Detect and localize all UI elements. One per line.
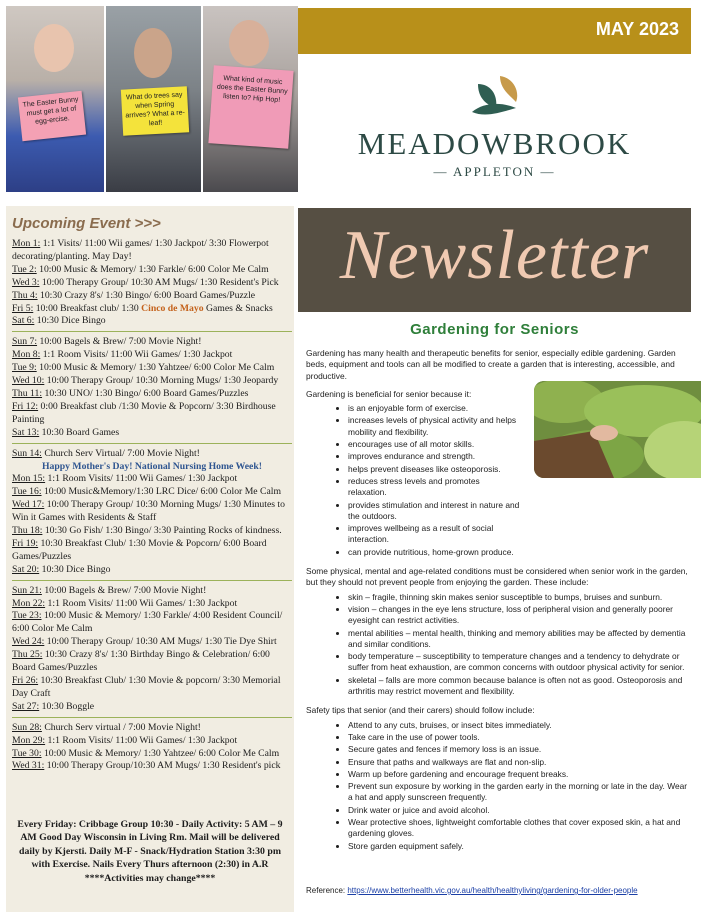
conditions-intro: Some physical, mental and age-related conditions must be considered when senior work in the garden, but they should not prevent people from enjoying the garden. These include: — [306, 566, 688, 588]
schedule-day — [12, 401, 292, 427]
resident-photo-1 — [6, 6, 104, 192]
day-label: Wed 3: — [12, 276, 40, 288]
day-activities: 10:30 Breakfast Club/ 1:30 Movie & popcorn/ 3:30 Memorial Day Craft — [12, 675, 281, 699]
day-activities: 10:00 Music & Memory/ 1:30 Yahtzee/ 6:00 Color Me Calm — [41, 747, 280, 759]
day-activities: 10:00 Breakfast club/ 1:30 — [33, 302, 142, 314]
reference-label: Reference: — [306, 886, 348, 895]
safety-tip-item: • Attend to any cuts, bruises, or insect bites immediately. — [348, 720, 690, 731]
day-label: Tue 2: — [12, 263, 37, 275]
article-title: Gardening for Seniors — [410, 321, 579, 338]
schedule-day — [12, 760, 292, 773]
schedule-day — [12, 427, 292, 440]
resident-photo-2 — [106, 6, 201, 192]
day-activities: 1:1 Visits/ 11:00 Wii games/ 1:30 Jackpot/ 3:30 Flowerpot decorating/planting. May Day! — [12, 238, 269, 262]
month-band — [298, 8, 691, 54]
schedule-day — [12, 277, 292, 290]
issue-month: MAY 2023 — [595, 19, 679, 39]
upcoming-events-panel — [6, 206, 294, 912]
safety-list — [306, 720, 690, 852]
schedule-week5 — [12, 722, 292, 777]
newsletter-title: Newsletter — [339, 217, 650, 294]
day-activities: 10:30 Dice Bingo — [34, 315, 106, 327]
schedule-day — [12, 585, 292, 598]
day-label: Sun 21: — [12, 584, 42, 596]
article-body — [306, 348, 690, 860]
condition-item: • skin – fragile, thinning skin makes senior susceptible to bumps, bruises and sunburn. — [348, 592, 690, 603]
day-activities: 10:00 Therapy Group/ 10:30 AM Mugs/ 1:30 Tie Dye Shirt — [44, 636, 277, 648]
day-label: Tue 16: — [12, 486, 42, 498]
day-activities: 10:30 Boggle — [39, 700, 95, 712]
day-label: Wed 31: — [12, 760, 45, 772]
schedule-week1 — [12, 238, 292, 332]
day-activities: 10:30 Dice Bingo — [39, 563, 111, 575]
benefit-item: • can provide nutritious, home-grown produce. — [348, 547, 520, 558]
schedule-day — [12, 336, 292, 349]
schedule-day — [12, 264, 292, 277]
day-label: Tue 9: — [12, 362, 37, 374]
day-label: Fri 5: — [12, 302, 34, 314]
day-label: Fri 26: — [12, 675, 39, 686]
day-activities: 1:1 Room Visits/ 11:00 Wii Games/ 1:30 Jackpot — [40, 349, 233, 361]
photo-sign-3: What kind of music does the Easter Bunny listen to? Hip Hop! — [208, 65, 293, 148]
day-activities: 10:00 Bagels & Brew/ 7:00 Movie Night! — [41, 584, 207, 596]
day-label: Thu 18: — [12, 525, 43, 537]
day-activities: 10:00 Therapy Group/ 10:30 Morning Mugs/ 1:30 Minutes to Win it Games with Residents & Staff — [12, 499, 285, 524]
day-activities: 1:1 Room Visits/ 11:00 Wii Games/ 1:30 Jackpot — [45, 597, 238, 609]
day-activities: 0:00 Breakfast club /1:30 Movie & Popcorn/ 3:30 Birdhouse Painting — [12, 400, 276, 425]
day-activities: 10:30 Board Games — [39, 426, 120, 438]
schedule-day — [12, 375, 292, 388]
day-activities: 10:30 Crazy 8's/ 1:30 Bingo/ 6:00 Board Games/Puzzle — [37, 289, 256, 301]
day-activities: 10:30 Go Fish/ 1:30 Bingo/ 3:30 Painting Rocks of kindness. — [42, 525, 282, 537]
benefit-item: • reduces stress levels and promotes relaxation. — [348, 476, 520, 499]
benefit-item: • improves endurance and strength. — [348, 451, 520, 462]
safety-tip-item: • Wear protective shoes, lightweight comfortable clothes that cover exposed skin, a hat and gardening gloves. — [348, 817, 690, 840]
schedule-day — [12, 610, 292, 636]
condition-item: • vision – changes in the eye lens structure, loss of peripheral vision and generally poorer eyesight can restrict activities. — [348, 604, 690, 627]
safety-tip-item: • Prevent sun exposure by working in the garden early in the morning or late in the day. Wear a hat and apply sunscreen frequently. — [348, 781, 690, 804]
schedule-day — [12, 448, 292, 461]
condition-item: • mental abilities – mental health, thinking and memory abilities may be affected by dementia and similar conditions. — [348, 628, 690, 651]
day-label: Tue 30: — [12, 747, 42, 759]
leaf-logo-icon — [470, 72, 522, 128]
day-label: Mon 29: — [12, 734, 46, 746]
day-activities: Church Serv virtual / 7:00 Movie Night! — [41, 721, 201, 733]
schedule-day — [12, 538, 292, 564]
day-activities-cont: Games & Snacks — [203, 302, 273, 314]
day-label: Wed 10: — [12, 375, 45, 387]
condition-item: • body temperature – susceptibility to temperature changes and a tendency to dehydrate or suffer from heat exhaustion, are common concerns with outdoor physical activity for senior. — [348, 651, 690, 674]
day-label: Sat 27: — [12, 700, 40, 712]
benefits-intro: Gardening is beneficial for senior because it: — [306, 388, 472, 399]
day-activities: 10:00 Bagels & Brew/ 7:00 Movie Night! — [37, 336, 202, 348]
day-activities: 1:1 Room Visits/ 11:00 Wii Games/ 1:30 Jackpot — [45, 473, 238, 485]
day-label: Sun 7: — [12, 336, 38, 348]
safety-tip-item: • Store garden equipment safely. — [348, 841, 690, 852]
resident-photo-3 — [203, 6, 298, 192]
schedule-day — [12, 564, 292, 577]
day-activities: 10:00 Music & Memory/ 1:30 Farkle/ 6:00 Color Me Calm — [36, 263, 269, 275]
conditions-list — [306, 592, 690, 698]
day-activities: 10:00 Therapy Group/10:30 AM Mugs/ 1:30 Resident's pick — [44, 760, 281, 772]
upcoming-events-title: Upcoming Event >>> — [12, 215, 161, 232]
schedule-day — [12, 636, 292, 649]
safety-tip-item: • Ensure that paths and walkways are flat and non-slip. — [348, 757, 690, 768]
benefit-item: • increases levels of physical activity and helps mobility and flexibility. — [348, 415, 520, 438]
schedule-day — [12, 735, 292, 748]
day-label: Mon 15: — [12, 473, 46, 485]
condition-item: • skeletal – falls are more common because balance is often not as good. Osteoporosis and arthritis may restrict movement and flexibility. — [348, 675, 690, 698]
schedule-day — [12, 486, 292, 499]
day-activities: Church Serv Virtual/ 7:00 Movie Night! — [41, 447, 200, 459]
day-label: Mon 8: — [12, 349, 41, 361]
article-intro: Gardening has many health and therapeutic benefits for senior, especially edible gardening. Garden beds, equipment and tools can all be modified to create a garden that is interesting, accessible, and productive. — [306, 348, 676, 381]
day-label: Fri 19: — [12, 537, 39, 549]
safety-tip-item: • Warm up before gardening and encourage frequent breaks. — [348, 769, 690, 780]
newsletter-banner — [298, 208, 691, 312]
day-label: Thu 4: — [12, 289, 38, 301]
day-activities: 10:30 Breakfast Club/ 1:30 Movie & Popcorn/ 6:00 Board Games/Puzzles — [12, 537, 267, 562]
schedule-day — [12, 290, 292, 303]
day-label: Sat 20: — [12, 563, 40, 575]
benefit-item: • improves wellbeing as a result of social interaction. — [348, 523, 520, 546]
brand-name: MEADOWBROOK — [357, 126, 632, 161]
day-label: Fri 12: — [12, 400, 39, 412]
schedule-day — [12, 349, 292, 362]
day-activities: 10:00 Therapy Group/ 10:30 Morning Mugs/ 1:30 Jeopardy — [44, 375, 279, 387]
event-schedule — [12, 238, 292, 780]
day-activities: 10:30 Crazy 8's/ 1:30 Birthday Bingo & Celebration/ 6:00 Board Games/Puzzles — [12, 649, 270, 674]
day-activities: 10:30 UNO/ 1:30 Bingo/ 6:00 Board Games/Puzzles — [42, 387, 249, 399]
day-activities: 10:00 Music & Memory/ 1:30 Farkle/ 4:00 Resident Council/ 6:00 Color Me Calm — [12, 610, 283, 635]
day-label: Sat 6: — [12, 315, 35, 327]
safety-tip-item: • Secure gates and fences if memory loss is an issue. — [348, 744, 690, 755]
day-label: Mon 1: — [12, 238, 41, 249]
reference-line — [306, 886, 696, 895]
schedule-day — [12, 303, 292, 316]
day-label: Sun 28: — [12, 721, 42, 733]
recurring-activities-note: Every Friday: Cribbage Group 10:30 - Daily Activity: 5 AM – 9 AM Good Day Wisconsin in Living Rm. Mail will be delivered daily by Kjersti. Daily M-F - Snack/Hydration Station 3:30 pm with Exercise. Nails Every Thurs afternoon (2:30) in A.R ****Activities may change**** — [17, 819, 283, 884]
safety-intro: Safety tips that senior (and their carers) should follow include: — [306, 705, 535, 716]
day-activities: 1:1 Room Visits/ 11:00 Wii Games/ 1:30 Jackpot — [45, 734, 238, 746]
safety-tip-item: • Take care in the use of power tools. — [348, 732, 690, 743]
day-activities: 10:00 Music&Memory/1:30 LRC Dice/ 6:00 Color Me Calm — [41, 486, 282, 498]
photo-sign-2: What do trees say when Spring arrives? What a re-leaf! — [121, 86, 189, 135]
day-label: Thu 11: — [12, 387, 43, 399]
day-label: Sun 14: — [12, 447, 42, 459]
day-label: Wed 24: — [12, 636, 45, 648]
schedule-day — [12, 701, 292, 714]
schedule-day — [12, 525, 292, 538]
mothers-day-banner — [12, 461, 292, 474]
highlight-event: Cinco de Mayo — [141, 302, 204, 314]
benefits-list — [306, 403, 690, 558]
brand-location-text: APPLETON — [453, 164, 536, 179]
day-label: Sat 13: — [12, 426, 40, 438]
schedule-day — [12, 722, 292, 735]
schedule-day — [12, 598, 292, 611]
schedule-day — [12, 315, 292, 328]
schedule-day — [12, 388, 292, 401]
reference-link[interactable]: https://www.betterhealth.vic.gov.au/health/healthyliving/gardening-for-older-people — [347, 886, 638, 895]
benefit-item: • helps prevent diseases like osteoporosis. — [348, 464, 520, 475]
schedule-day — [12, 238, 292, 264]
day-label: Tue 23: — [12, 610, 42, 622]
schedule-week3 — [12, 448, 292, 581]
safety-tip-item: • Drink water or juice and avoid alcohol. — [348, 805, 690, 816]
day-label: Thu 25: — [12, 649, 43, 661]
schedule-day — [12, 748, 292, 761]
photo-sign-1: The Easter Bunny must get a lot of egg-ercise. — [18, 91, 86, 141]
day-activities: 10:00 Music & Memory/ 1:30 Yahtzee/ 6:00 Color Me Calm — [36, 362, 275, 374]
schedule-week2 — [12, 336, 292, 443]
day-label: Mon 22: — [12, 597, 46, 609]
day-label: Wed 17: — [12, 499, 45, 511]
schedule-day — [12, 473, 292, 486]
brand-location: — APPLETON — — [433, 164, 556, 179]
benefit-item: • provides stimulation and interest in nature and the outdoors. — [348, 500, 520, 523]
schedule-day — [12, 362, 292, 375]
banner-text: Happy Mother's Day! National Nursing Home Week! — [42, 460, 262, 472]
schedule-day — [12, 649, 292, 675]
benefit-item: • encourages use of all motor skills. — [348, 439, 520, 450]
schedule-week4 — [12, 585, 292, 718]
schedule-day — [12, 499, 292, 525]
benefit-item: • is an enjoyable form of exercise. — [348, 403, 520, 414]
schedule-day — [12, 675, 292, 701]
day-activities: 10:00 Therapy Group/ 10:30 AM Mugs/ 1:30 Resident's Pick — [39, 276, 279, 288]
